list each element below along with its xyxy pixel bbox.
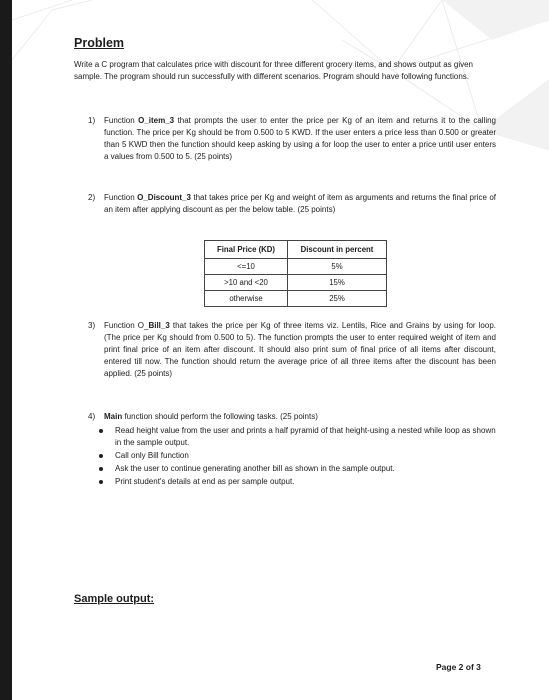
table-cell: 25% bbox=[288, 291, 387, 307]
table-row bbox=[205, 275, 387, 291]
table-cell: 5% bbox=[288, 259, 387, 275]
list-item bbox=[88, 192, 496, 216]
item-body bbox=[104, 192, 496, 216]
page-number: Page 2 of 3 bbox=[436, 662, 481, 672]
item-body bbox=[104, 115, 496, 163]
function-name: O_item_3 bbox=[138, 116, 175, 125]
item-lead: Function O_ bbox=[104, 321, 149, 330]
list-item bbox=[88, 320, 496, 380]
bullet-item: Print student's details at end as per sample output. bbox=[98, 476, 496, 488]
table-header: Discount in percent bbox=[288, 241, 387, 259]
item-lead: Function bbox=[104, 193, 138, 202]
item-body bbox=[104, 411, 496, 423]
item-text: that takes price per Kg and weight of item as arguments and returns the final price of an item after applying discount as per the below table. (25 points) bbox=[104, 193, 497, 214]
table-header-row bbox=[205, 241, 387, 259]
table-cell: otherwise bbox=[205, 291, 288, 307]
table-row bbox=[205, 291, 387, 307]
item-text: function should perform the following tasks. (25 points) bbox=[122, 412, 318, 421]
list-item bbox=[88, 115, 496, 163]
table-header: Final Price (KD) bbox=[205, 241, 288, 259]
sample-output-heading: Sample output: bbox=[74, 593, 155, 605]
table-cell: 15% bbox=[288, 275, 387, 291]
item-number: 1) bbox=[88, 116, 96, 125]
bullet-list bbox=[98, 425, 496, 488]
table-row bbox=[205, 259, 387, 275]
bullet-item: Call only Bill function bbox=[98, 450, 496, 462]
list-item bbox=[88, 411, 496, 489]
item-text: that prompts the user to enter the price per Kg of an item and returns it to the calling function. The price per Kg should be from 0.500 to 5 KWD. If the user enters a price less than 0.500 or greater than 5 KWD then the function should keep asking by using a for loop the user to enter a price until user enters a values from 0.500 to 5. (25 points) bbox=[104, 116, 497, 161]
intro-paragraph: Write a C program that calculates price with discount for three different grocery items, and shows output as given sample. The program should run successfully with different scenarios. Program should have following functions. bbox=[74, 60, 474, 81]
table-cell: >10 and <20 bbox=[205, 275, 288, 291]
item-text: that takes the price per Kg of three items viz. Lentils, Rice and Grains by using for loop. (The price per Kg should from 0.500 to 5). The function prompts the user to enter required weight of item and print final price of an item after discount. It should also print sum of final price of all items after discount, entered till now. The function should return the average price of all three items after the discount has been applied. (25 points) bbox=[104, 321, 496, 378]
function-name: Main bbox=[104, 412, 123, 421]
bullet-item: Read height value from the user and prints a half pyramid of that height-using a nested while loop as shown in the sample output. bbox=[98, 425, 496, 449]
document-page bbox=[12, 0, 549, 700]
item-number: 3) bbox=[88, 321, 96, 330]
function-name: O_Discount_3 bbox=[137, 193, 191, 202]
item-lead: Function bbox=[104, 116, 139, 125]
item-number: 4) bbox=[88, 412, 96, 421]
bullet-item: Ask the user to continue generating another bill as shown in the sample output. bbox=[98, 463, 496, 475]
item-body bbox=[104, 320, 496, 380]
item-number: 2) bbox=[88, 193, 96, 202]
page-title: Problem bbox=[74, 36, 125, 50]
discount-table bbox=[204, 240, 387, 307]
table-cell: <=10 bbox=[205, 259, 288, 275]
function-name: Bill_3 bbox=[148, 321, 170, 330]
